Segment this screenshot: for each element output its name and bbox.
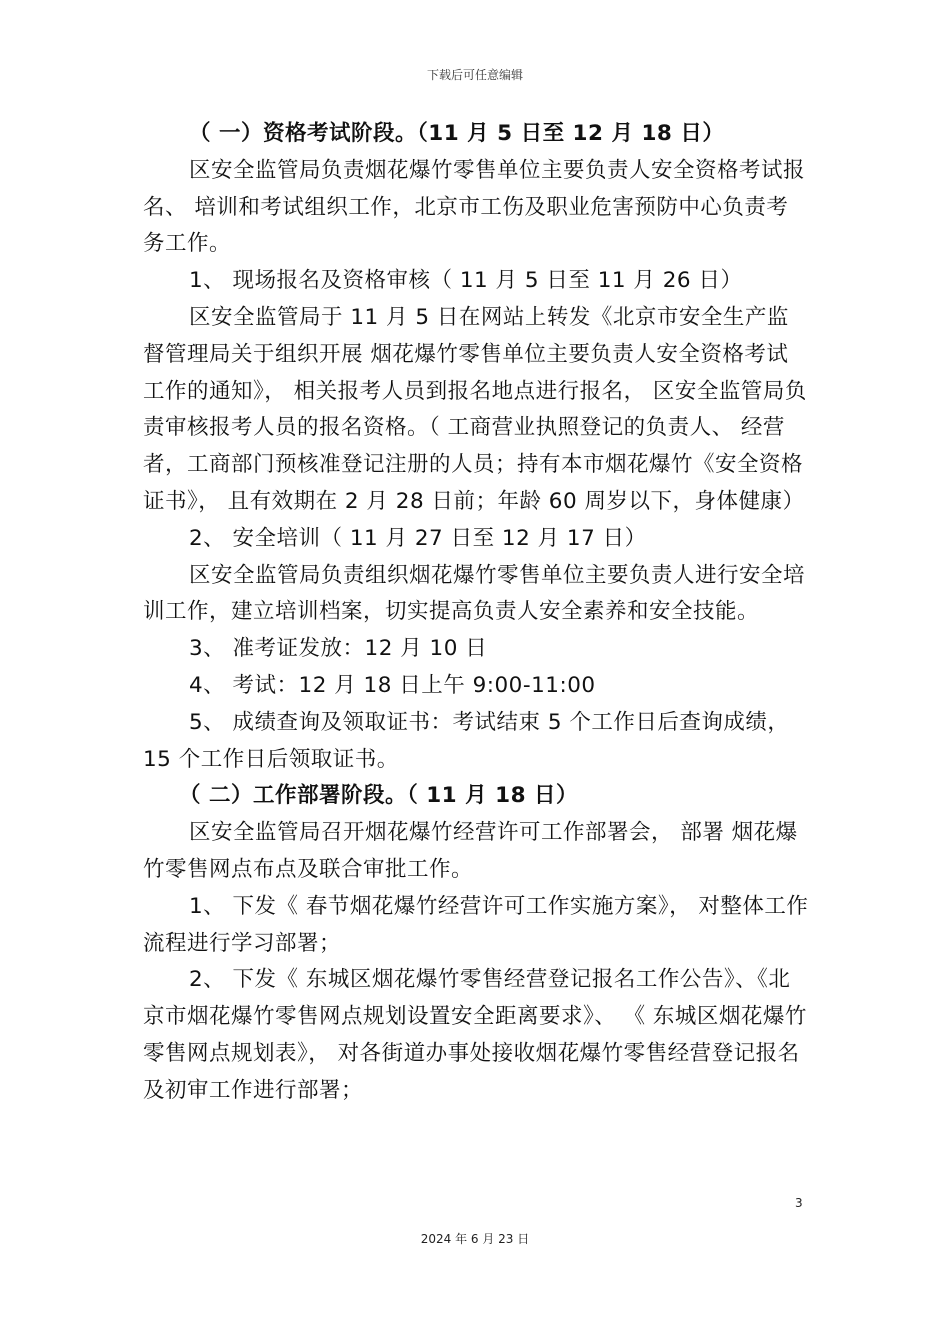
list-item: 5、 成绩查询及领取证书：考试结束 5 个工作日后查询成绩，15 个工作日后领取证书。 (143, 709, 790, 772)
list-item: 1、 下发《 春节烟花爆竹经营许可工作实施方案》， 对整体工作流程进行学习部署； (143, 893, 809, 956)
page-footer-date: 2024 年 6 月 23 日 (420, 1232, 530, 1246)
list-item: 4、 考试：12 月 18 日上午 9:00-11:00 (189, 672, 596, 698)
document-body (143, 116, 810, 1110)
section-heading-1: （ 一）资格考试阶段。（11 月 5 日至 12 月 18 日） (189, 121, 725, 146)
paragraph: 区安全监管局负责烟花爆竹零售单位主要负责人安全资格考试报名、 培训和考试组织工作，北京市工伤及职业危害预防中心负责考务工作。 (143, 157, 806, 257)
section-heading-2: （ 二）工作部署阶段。（ 11 月 18 日） (179, 783, 579, 809)
list-item: 2、 下发《 东城区烟花爆竹零售经营登记报名工作公告》、《北京市烟花爆竹零售网点规划设置安全距离要求》、 《 东城区烟花爆竹零售网点规划表》， 对各街道办事处接收烟花爆竹零售经营登记报名及初审工作进行部署； (143, 967, 807, 1103)
list-item: 1、 现场报名及资格审核（ 11 月 5 日至 11 月 26 日） (189, 268, 743, 294)
page-number: 3 (795, 1196, 803, 1210)
list-item: 3、 准考证发放：12 月 10 日 (189, 636, 488, 662)
paragraph: 区安全监管局召开烟花爆竹经营许可工作部署会， 部署 烟花爆竹零售网点布点及联合审批工作。 (143, 820, 798, 882)
paragraph: 区安全监管局负责组织烟花爆竹零售单位主要负责人进行安全培训工作，建立培训档案，切实提高负责人安全素养和安全技能。 (143, 562, 806, 625)
list-item: 2、 安全培训（ 11 月 27 日至 12 月 17 日） (189, 525, 647, 551)
paragraph: 区安全监管局于 11 月 5 日在网站上转发《北京市安全生产监督管理局关于组织开展 烟花爆竹零售单位主要负责人安全资格考试工作的通知》， 相关报考人员到报名地点进行报名， 区安全监管局负责审核报考人员的报名资格。（ 工商营业执照登记的负责人、 经营者，工商部门预核准登记注册的人员；持有本市烟花爆竹《安全资格证书》， 且有效期在 2 月 28 日前；年龄 60 周岁以下，身体健康） (143, 304, 807, 514)
page-header-note: 下载后可任意编辑 (426, 68, 523, 82)
